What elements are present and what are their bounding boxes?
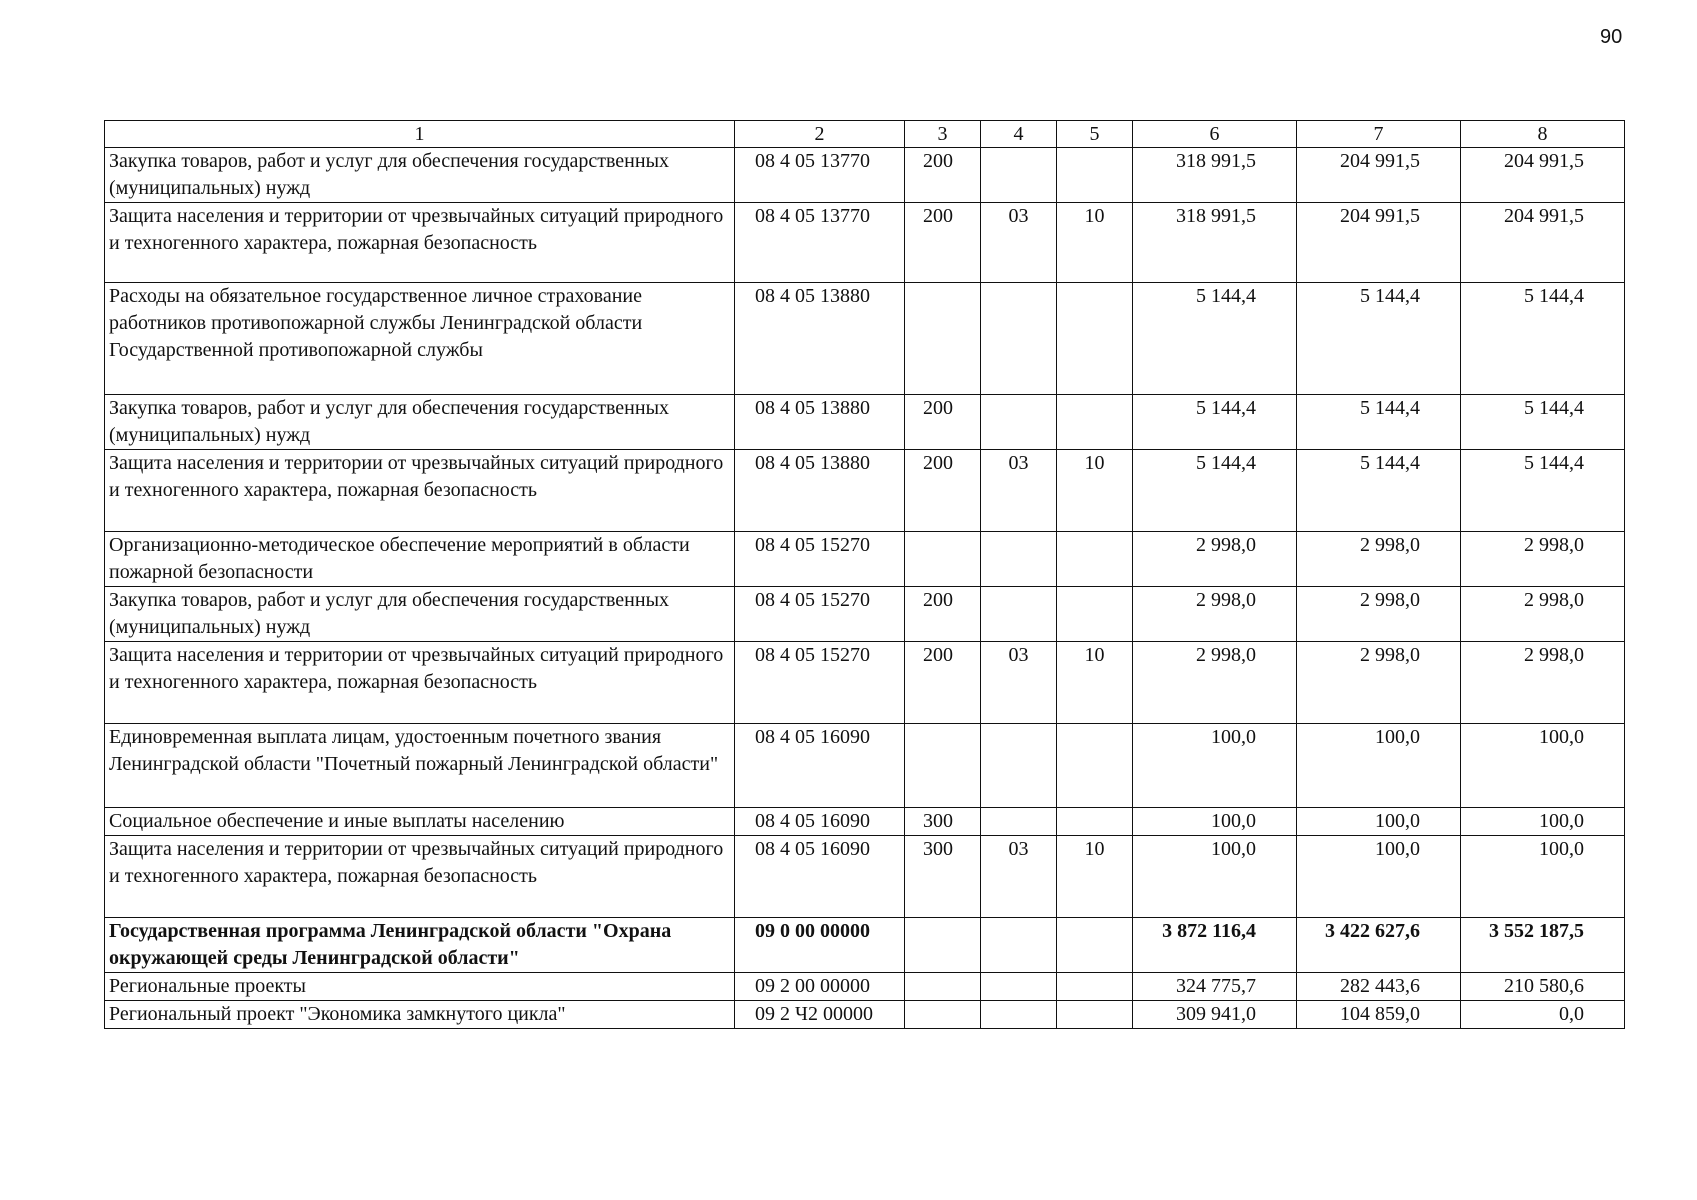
row-section-cell: 03 — [981, 203, 1057, 283]
row-value-col8: 210 580,6 — [1461, 973, 1625, 1001]
table-row — [105, 283, 1625, 395]
row-value-col8: 2 998,0 — [1461, 587, 1625, 642]
header-cell: 1 — [105, 121, 735, 148]
row-value-col6: 2 998,0 — [1133, 587, 1297, 642]
header-cell: 7 — [1297, 121, 1461, 148]
row-type-cell — [905, 532, 981, 587]
row-code-cell: 09 0 00 00000 — [735, 918, 905, 973]
row-value-col7: 5 144,4 — [1297, 395, 1461, 450]
table-row — [105, 836, 1625, 918]
row-value-col7: 100,0 — [1297, 808, 1461, 836]
row-value-col7: 2 998,0 — [1297, 642, 1461, 724]
row-type-cell: 200 — [905, 450, 981, 532]
row-value-col7: 2 998,0 — [1297, 587, 1461, 642]
row-value-col8: 5 144,4 — [1461, 283, 1625, 395]
row-section-cell — [981, 724, 1057, 808]
row-section-cell — [981, 532, 1057, 587]
row-subsection-cell — [1057, 148, 1133, 203]
row-value-col6: 5 144,4 — [1133, 395, 1297, 450]
row-name-cell: Закупка товаров, работ и услуг для обеспечения государственных (муниципальных) нужд — [105, 395, 735, 450]
row-subsection-cell — [1057, 395, 1133, 450]
row-code-cell: 08 4 05 16090 — [735, 836, 905, 918]
row-section-cell: 03 — [981, 642, 1057, 724]
row-type-cell: 200 — [905, 642, 981, 724]
table-header-row — [105, 121, 1625, 148]
row-code-cell: 08 4 05 13880 — [735, 395, 905, 450]
row-subsection-cell — [1057, 587, 1133, 642]
row-value-col8: 100,0 — [1461, 724, 1625, 808]
header-cell: 8 — [1461, 121, 1625, 148]
row-code-cell: 08 4 05 13770 — [735, 203, 905, 283]
row-value-col7: 5 144,4 — [1297, 450, 1461, 532]
table-row — [105, 450, 1625, 532]
row-section-cell — [981, 283, 1057, 395]
table-row — [105, 1001, 1625, 1029]
row-section-cell — [981, 1001, 1057, 1029]
row-value-col8: 0,0 — [1461, 1001, 1625, 1029]
table-row — [105, 587, 1625, 642]
row-name-cell: Защита населения и территории от чрезвычайных ситуаций природного и техногенного характера, пожарная безопасность — [105, 450, 735, 532]
row-value-col6: 2 998,0 — [1133, 642, 1297, 724]
row-type-cell — [905, 918, 981, 973]
row-name-cell: Защита населения и территории от чрезвычайных ситуаций природного и техногенного характера, пожарная безопасность — [105, 203, 735, 283]
row-name-cell: Расходы на обязательное государственное личное страхование работников противопожарной службы Ленинградской области Государственной противопожарной службы — [105, 283, 735, 395]
row-subsection-cell — [1057, 724, 1133, 808]
row-value-col8: 3 552 187,5 — [1461, 918, 1625, 973]
row-subsection-cell: 10 — [1057, 203, 1133, 283]
row-value-col7: 5 144,4 — [1297, 283, 1461, 395]
row-code-cell: 08 4 05 13880 — [735, 283, 905, 395]
row-value-col6: 2 998,0 — [1133, 532, 1297, 587]
row-name-cell: Организационно-методическое обеспечение мероприятий в области пожарной безопасности — [105, 532, 735, 587]
table-row — [105, 808, 1625, 836]
row-name-cell: Региональные проекты — [105, 973, 735, 1001]
table-row — [105, 724, 1625, 808]
row-value-col6: 318 991,5 — [1133, 148, 1297, 203]
row-code-cell: 09 2 00 00000 — [735, 973, 905, 1001]
row-name-cell: Закупка товаров, работ и услуг для обеспечения государственных (муниципальных) нужд — [105, 587, 735, 642]
header-cell: 5 — [1057, 121, 1133, 148]
row-section-cell — [981, 395, 1057, 450]
row-code-cell: 08 4 05 15270 — [735, 532, 905, 587]
row-value-col8: 2 998,0 — [1461, 532, 1625, 587]
row-name-cell: Единовременная выплата лицам, удостоенным почетного звания Ленинградской области "Почетный пожарный Ленинградской области" — [105, 724, 735, 808]
row-subsection-cell: 10 — [1057, 642, 1133, 724]
table-row — [105, 973, 1625, 1001]
row-type-cell: 200 — [905, 203, 981, 283]
row-section-cell — [981, 808, 1057, 836]
row-section-cell — [981, 973, 1057, 1001]
row-value-col7: 282 443,6 — [1297, 973, 1461, 1001]
row-subsection-cell — [1057, 1001, 1133, 1029]
row-value-col6: 3 872 116,4 — [1133, 918, 1297, 973]
row-value-col8: 5 144,4 — [1461, 450, 1625, 532]
row-type-cell: 200 — [905, 395, 981, 450]
header-cell: 4 — [981, 121, 1057, 148]
row-value-col8: 2 998,0 — [1461, 642, 1625, 724]
row-name-cell: Защита населения и территории от чрезвычайных ситуаций природного и техногенного характера, пожарная безопасность — [105, 642, 735, 724]
row-subsection-cell — [1057, 808, 1133, 836]
row-name-cell: Закупка товаров, работ и услуг для обеспечения государственных (муниципальных) нужд — [105, 148, 735, 203]
row-subsection-cell — [1057, 532, 1133, 587]
row-value-col6: 5 144,4 — [1133, 283, 1297, 395]
header-cell: 2 — [735, 121, 905, 148]
row-value-col6: 100,0 — [1133, 836, 1297, 918]
page-number: 90 — [1600, 26, 1623, 48]
row-section-cell — [981, 587, 1057, 642]
row-value-col7: 204 991,5 — [1297, 203, 1461, 283]
row-value-col8: 204 991,5 — [1461, 148, 1625, 203]
row-section-cell — [981, 918, 1057, 973]
row-code-cell: 09 2 Ч2 00000 — [735, 1001, 905, 1029]
row-name-cell: Региональный проект "Экономика замкнутого цикла" — [105, 1001, 735, 1029]
row-value-col6: 100,0 — [1133, 724, 1297, 808]
row-type-cell — [905, 973, 981, 1001]
row-value-col7: 100,0 — [1297, 836, 1461, 918]
table-row — [105, 203, 1625, 283]
row-code-cell: 08 4 05 13770 — [735, 148, 905, 203]
row-value-col7: 2 998,0 — [1297, 532, 1461, 587]
row-value-col7: 104 859,0 — [1297, 1001, 1461, 1029]
header-cell: 6 — [1133, 121, 1297, 148]
row-value-col7: 204 991,5 — [1297, 148, 1461, 203]
table-row — [105, 532, 1625, 587]
row-name-cell: Защита населения и территории от чрезвычайных ситуаций природного и техногенного характера, пожарная безопасность — [105, 836, 735, 918]
row-type-cell: 200 — [905, 148, 981, 203]
row-code-cell: 08 4 05 15270 — [735, 642, 905, 724]
row-value-col6: 324 775,7 — [1133, 973, 1297, 1001]
table-row — [105, 148, 1625, 203]
row-value-col6: 100,0 — [1133, 808, 1297, 836]
row-type-cell: 300 — [905, 808, 981, 836]
row-section-cell: 03 — [981, 450, 1057, 532]
row-code-cell: 08 4 05 13880 — [735, 450, 905, 532]
row-value-col8: 204 991,5 — [1461, 203, 1625, 283]
row-section-cell — [981, 148, 1057, 203]
row-subsection-cell — [1057, 918, 1133, 973]
row-section-cell: 03 — [981, 836, 1057, 918]
table-row — [105, 395, 1625, 450]
row-value-col7: 100,0 — [1297, 724, 1461, 808]
table-row — [105, 918, 1625, 973]
header-cell: 3 — [905, 121, 981, 148]
row-code-cell: 08 4 05 16090 — [735, 724, 905, 808]
row-value-col6: 309 941,0 — [1133, 1001, 1297, 1029]
row-subsection-cell: 10 — [1057, 836, 1133, 918]
row-type-cell: 200 — [905, 587, 981, 642]
row-type-cell: 300 — [905, 836, 981, 918]
row-name-cell: Государственная программа Ленинградской области "Охрана окружающей среды Ленинградской области" — [105, 918, 735, 973]
row-type-cell — [905, 724, 981, 808]
row-value-col6: 5 144,4 — [1133, 450, 1297, 532]
row-code-cell: 08 4 05 16090 — [735, 808, 905, 836]
row-subsection-cell: 10 — [1057, 450, 1133, 532]
row-type-cell — [905, 1001, 981, 1029]
row-value-col7: 3 422 627,6 — [1297, 918, 1461, 973]
row-value-col8: 5 144,4 — [1461, 395, 1625, 450]
row-value-col6: 318 991,5 — [1133, 203, 1297, 283]
row-value-col8: 100,0 — [1461, 836, 1625, 918]
row-subsection-cell — [1057, 973, 1133, 1001]
row-subsection-cell — [1057, 283, 1133, 395]
row-value-col8: 100,0 — [1461, 808, 1625, 836]
row-code-cell: 08 4 05 15270 — [735, 587, 905, 642]
budget-table — [104, 120, 1625, 1029]
table-row — [105, 642, 1625, 724]
row-type-cell — [905, 283, 981, 395]
row-name-cell: Социальное обеспечение и иные выплаты населению — [105, 808, 735, 836]
